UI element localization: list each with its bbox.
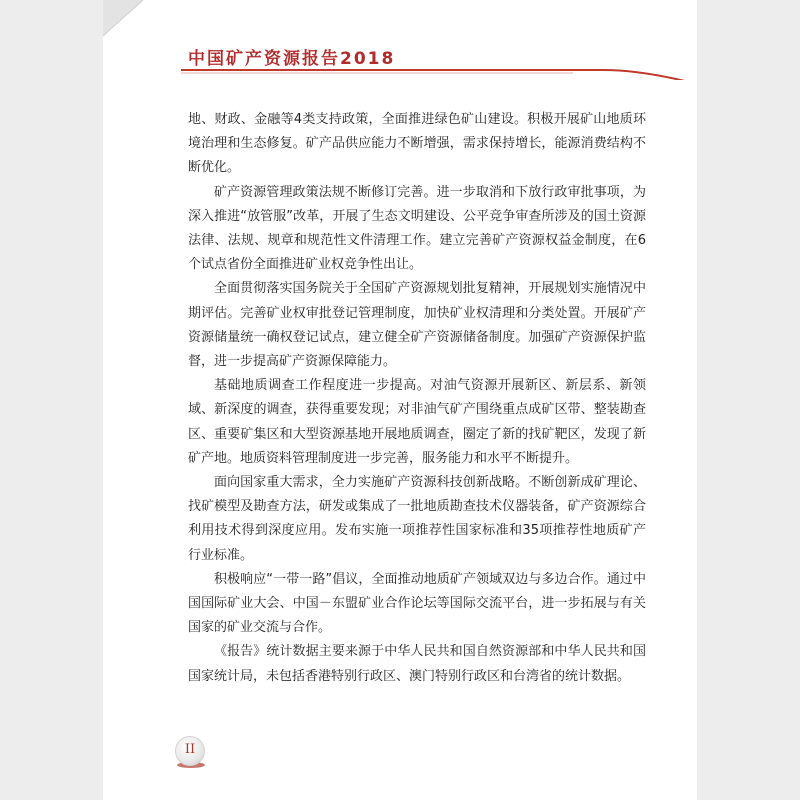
paragraph: 矿产资源管理政策法规不断修订完善。进一步取消和下放行政审批事项，为深入推进“放管服”改革，开展了生态文明建设、公平竞争审查所涉及的国土资源法律、法规、规章和规范性文件清理工作。建立完善矿产资源权益金制度，在6个试点省份全面推进矿业权竞争性出让。	[188, 184, 646, 273]
page-number-badge	[175, 736, 205, 766]
header-rule	[181, 70, 697, 80]
header-title: 中国矿产资源报告2018	[188, 49, 396, 69]
paragraph: 基础地质调查工作程度进一步提高。对油气资源开展新区、新层系、新领域、新深度的调查，获得重要发现；对非油气矿产围绕重点成矿区带、整装勘查区、重要矿集区和大型资源基地开展地质调查，圈定了新的找矿靶区，发现了新矿产地。地质资料管理制度进一步完善，服务能力和水平不断提升。	[188, 378, 646, 466]
page-number: II	[184, 742, 196, 757]
paragraph: 《报告》统计数据主要来源于中华人民共和国自然资源部和中华人民共和国国家统计局，未包括香港特别行政区、澳门特别行政区和台湾省的统计数据。	[188, 644, 646, 684]
paragraph: 面向国家重大需求，全力实施矿产资源科技创新战略。不断创新成矿理论、找矿模型及勘查方法，研发或集成了一批地质勘查技术仪器装备，矿产资源综合利用技术得到深度应用。发布实施一项推荐性国家标准和35项推荐性地质矿产行业标准。	[188, 475, 646, 563]
paragraph: 地、财政、金融等4类支持政策，全面推进绿色矿山建设。积极开展矿山地质环境治理和生态修复。矿产品供应能力不断增强，需求保持增长，能源消费结构不断优化。	[188, 112, 646, 176]
body-text	[188, 108, 646, 689]
paragraph: 全面贯彻落实国务院关于全国矿产资源规划批复精神，开展规划实施情况中期评估。完善矿业权审批登记管理制度，加快矿业权清理和分类处置。开展矿产资源储量统一确权登记试点，建立健全矿产资源储备制度。加强矿产资源保护监督，进一步提高矿产资源保障能力。	[188, 281, 646, 370]
document-page	[103, 0, 697, 800]
paragraph: 积极响应“一带一路”倡议，全面推动地质矿产领域双边与多边合作。通过中国国际矿业大会、中国－东盟矿业合作论坛等国际交流平台，进一步拓展与有关国家的矿业交流与合作。	[188, 571, 646, 636]
